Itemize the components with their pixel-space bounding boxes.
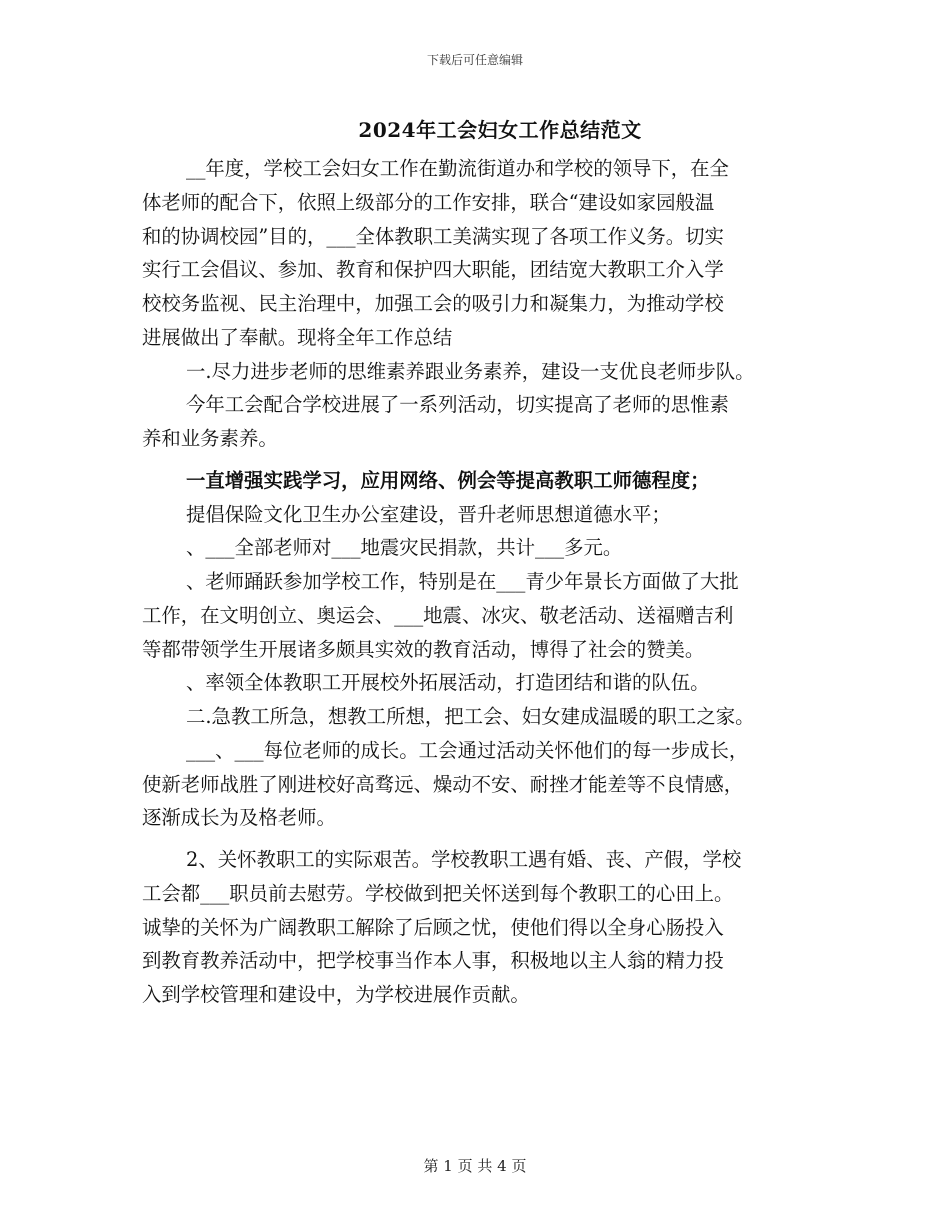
paragraph-line: 、老师踊跃参加学校工作，特别是在___青少年景长方面做了大批 — [186, 570, 739, 593]
paragraph-line: 今年工会配合学校进展了一系列活动，切实提高了老师的思惟素 — [186, 393, 729, 417]
paragraph-line: 和的协调校园”目的，___全体教职工美满实现了各项工作义务。切实 — [142, 224, 724, 248]
paragraph-line: 体老师的配合下，依照上级部分的工作安排，联合“建设如家园般温 — [142, 190, 715, 214]
paragraph-line: 逐渐成长为及格老师。 — [142, 806, 336, 830]
page-number-footer: 第 1 页 共 4 页 — [423, 1157, 527, 1175]
paragraph-line: 、___全部老师对___地震灾民捐款，共计___多元。 — [186, 536, 623, 560]
paragraph-line: 等都带领学生开展诸多颇具实效的教育活动，博得了社会的赞美。 — [142, 637, 705, 661]
paragraph-line: 2、关怀教职工的实际艰苦。学校教职工遇有婚、丧、产假，学校 — [186, 848, 742, 871]
paragraph-line: 养和业务素养。 — [142, 427, 278, 450]
paragraph-line: 进展做出了奉献。现将全年工作总结 — [142, 325, 453, 349]
section-heading-line: 二.急教工所急，想教工所想，把工会、妇女建成温暖的职工之家。 — [186, 705, 755, 728]
page-header-note: 下载后可任意编辑 — [426, 53, 523, 67]
paragraph-line: 校校务监视、民主治理中，加强工会的吸引力和凝集力，为推动学校 — [142, 292, 724, 315]
section-heading-line: 一.尽力进步老师的思维素养跟业务素养，建设一支优良老师步队。 — [186, 359, 755, 383]
paragraph-line: 使新老师战胜了刚进校好高骛远、燥动不安、耐挫才能差等不良情感， — [142, 772, 744, 796]
paragraph-line: ___、___每位老师的成长。工会通过活动关怀他们的每一步成长， — [186, 738, 749, 762]
paragraph-line: 、率领全体教职工开展校外拓展活动，打造团结和谐的队伍。 — [186, 671, 710, 695]
bold-subheading-line: 一直增强实践学习，应用网络、例会等提高教职工师德程度； — [186, 468, 710, 492]
paragraph-line: 实行工会倡议、参加、教育和保护四大职能，团结宽大教职工介入学 — [142, 258, 724, 282]
paragraph-line: 入到学校管理和建设中，为学校进展作贡献。 — [142, 983, 530, 1006]
paragraph-line: 到教育教养活动中，把学校事当作本人事，积极地以主人翁的精力投 — [142, 949, 724, 973]
paragraph-line: 工会都___职员前去慰劳。学校做到把关怀送到每个教职工的心田上。 — [142, 881, 734, 905]
paragraph-line: 诚挚的关怀为广阔教职工解除了后顾之忧，使他们得以全身心肠投入 — [142, 915, 724, 939]
document-body — [142, 152, 824, 1012]
paragraph-line: __年度，学校工会妇女工作在勤流街道办和学校的领导下，在全 — [186, 157, 729, 180]
paragraph-line: 工作，在文明创立、奥运会、___地震、冰灾、敬老活动、送福赠吉利 — [142, 603, 734, 627]
paragraph-line: 提倡保险文化卫生办公室建设，晋升老师思想道德水平； — [186, 502, 671, 526]
document-title: 2024年工会妇女工作总结范文 — [358, 118, 642, 142]
